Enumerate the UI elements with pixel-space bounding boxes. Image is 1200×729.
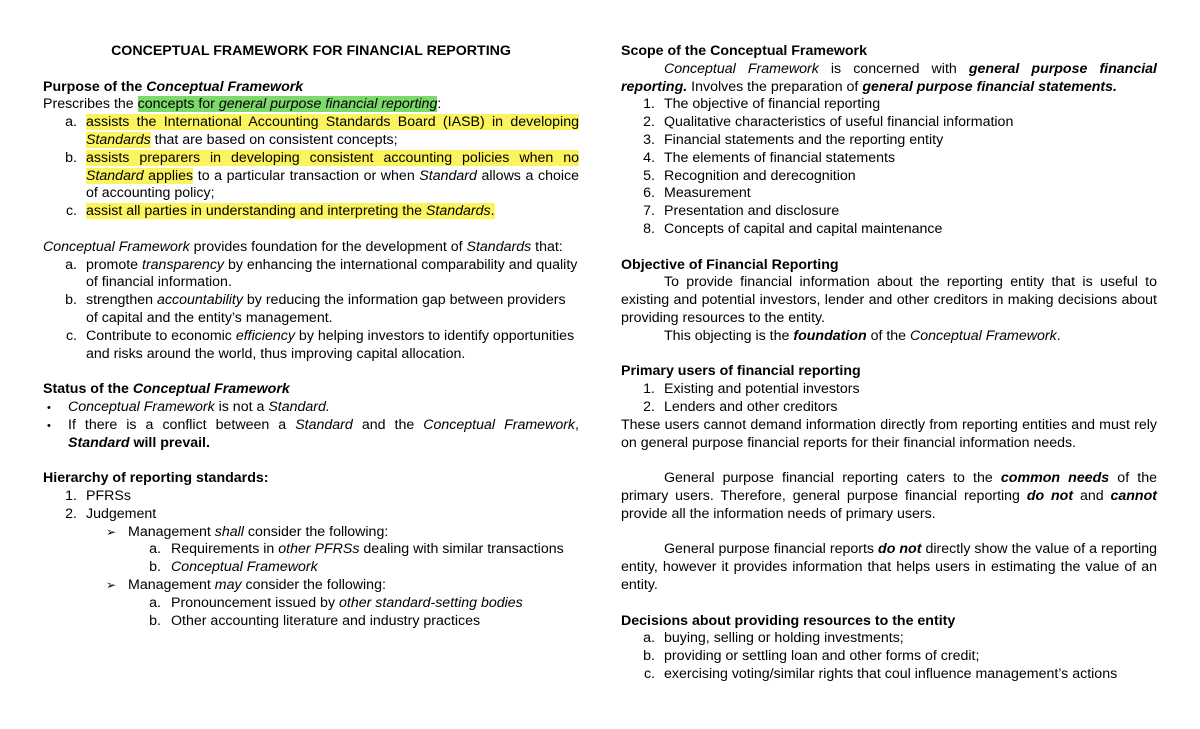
scope-paragraph: Conceptual Framework is concerned with general purpose financial reporting. Involves the preparation of general purpose financial statements. <box>621 60 1158 95</box>
arrow-bullet-icon: ➢ <box>106 524 117 539</box>
foundation-item-c: c. Contribute to economic efficiency by helping investors to identify opportunities and risks around the world, thus improving capital allocation. <box>65 327 575 362</box>
highlight-yellow: assists preparers in developing consistent accounting policies when no Standard applies <box>86 149 579 184</box>
hierarchy-shall-a: a. Requirements in other PFRSs dealing with similar transactions <box>149 541 564 558</box>
bullet-icon: • <box>47 401 51 414</box>
status-bullet-1: • Conceptual Framework is not a Standard. <box>43 399 579 417</box>
users-heading: Primary users of financial reporting <box>621 363 861 380</box>
scope-item: 5. Recognition and derecognition <box>643 167 856 184</box>
scope-heading: Scope of the Conceptual Framework <box>621 43 867 59</box>
bullet-icon: • <box>47 419 51 432</box>
foundation-item-a: a. promote transparency by enhancing the international comparability and quality of financial information. <box>65 256 578 291</box>
foundation-intro: Conceptual Framework provides foundation for the development of Standards that: <box>43 238 563 255</box>
users-item-1: 1. Existing and potential investors <box>643 381 860 398</box>
purpose-heading: Purpose of the Conceptual Framework <box>43 78 304 95</box>
foundation-item-b: b. strengthen accountability by reducing the information gap between providers of capital and the entity’s management. <box>65 292 566 326</box>
arrow-bullet-icon: ➢ <box>106 577 117 592</box>
scope-item: 1. The objective of financial reporting <box>643 96 881 113</box>
highlight-yellow: assist all parties in understanding and interpreting the Standards. <box>86 203 495 220</box>
decisions-item-b: b. providing or settling loan and other forms of credit; <box>643 648 980 665</box>
objective-heading: Objective of Financial Reporting <box>621 256 839 273</box>
scope-item: 7. Presentation and disclosure <box>643 203 840 220</box>
scope-item: 3. Financial statements and the reporting entity <box>643 131 944 148</box>
status-heading: Status of the Conceptual Framework <box>43 381 290 398</box>
hierarchy-heading: Hierarchy of reporting standards: <box>43 470 269 487</box>
hierarchy-item-2: 2. Judgement <box>65 505 157 522</box>
scope-item: 6. Measurement <box>643 185 751 202</box>
document-title: CONCEPTUAL FRAMEWORK FOR FINANCIAL REPORTING <box>111 43 511 59</box>
decisions-item-a: a. buying, selling or holding investments; <box>643 630 904 647</box>
users-paragraph-2: General purpose financial reporting caters to the common needs of the primary users. Therefore, general purpose financial reporting do not and cannot provide all the information needs of primary users. <box>621 470 1157 522</box>
hierarchy-may: ➢ Management may consider the following: <box>106 576 386 593</box>
highlight-green: concepts for general purpose financial reporting <box>137 96 438 113</box>
hierarchy-shall: ➢ Management shall consider the following: <box>106 523 389 540</box>
status-bullet-2: • If there is a conflict between a Standard and the Conceptual Framework, Standard will prevail. <box>47 416 579 451</box>
objective-paragraph: To provide financial information about the reporting entity that is useful to existing and potential investors, lender and other creditors in making decisions about providing resources to the entity. <box>621 274 1157 326</box>
hierarchy-item-1: 1. PFRSs <box>65 487 131 504</box>
scope-list <box>621 96 1157 238</box>
users-paragraph-3: General purpose financial reports do not directly show the value of a reporting entity, however it provides information that helps users in estimating the value of an entity. <box>621 541 1157 593</box>
hierarchy-may-a: a. Pronouncement issued by other standard-setting bodies <box>149 594 523 611</box>
objective-foundation: This objecting is the foundation of the Conceptual Framework. <box>664 327 1061 344</box>
scope-item: 2. Qualitative characteristics of useful financial information <box>643 114 1014 131</box>
users-item-2: 2. Lenders and other creditors <box>643 398 838 415</box>
hierarchy-shall-b: b. Conceptual Framework <box>149 559 318 576</box>
purpose-item-c: c. assist all parties in understanding and interpreting the Standards. <box>65 203 495 220</box>
scope-item: 8. Concepts of capital and capital maintenance <box>643 220 943 237</box>
right-column <box>621 43 1157 684</box>
scope-item: 4. The elements of financial statements <box>643 149 896 166</box>
users-paragraph-1: These users cannot demand information directly from reporting entities and must rely on general purpose financial reports for their financial information needs. <box>621 416 1157 451</box>
highlight-yellow: assists the International Accounting Standards Board (IASB) in developing Standards <box>86 114 579 148</box>
left-column <box>43 43 579 630</box>
purpose-item-b: b. assists preparers in developing consistent accounting policies when no Standard applies to a particular transaction or when Standard allows a choice of accounting policy; <box>65 149 579 202</box>
decisions-heading: Decisions about providing resources to the entity <box>621 612 956 629</box>
purpose-intro: Prescribes the concepts for general purpose financial reporting: <box>43 96 442 113</box>
hierarchy-may-b: b. Other accounting literature and industry practices <box>149 612 481 629</box>
purpose-item-a: a. assists the International Accounting Standards Board (IASB) in developing Standards that are based on consistent concepts; <box>65 114 579 148</box>
decisions-item-c: c. exercising voting/similar rights that coul influence management’s actions <box>643 665 1118 682</box>
